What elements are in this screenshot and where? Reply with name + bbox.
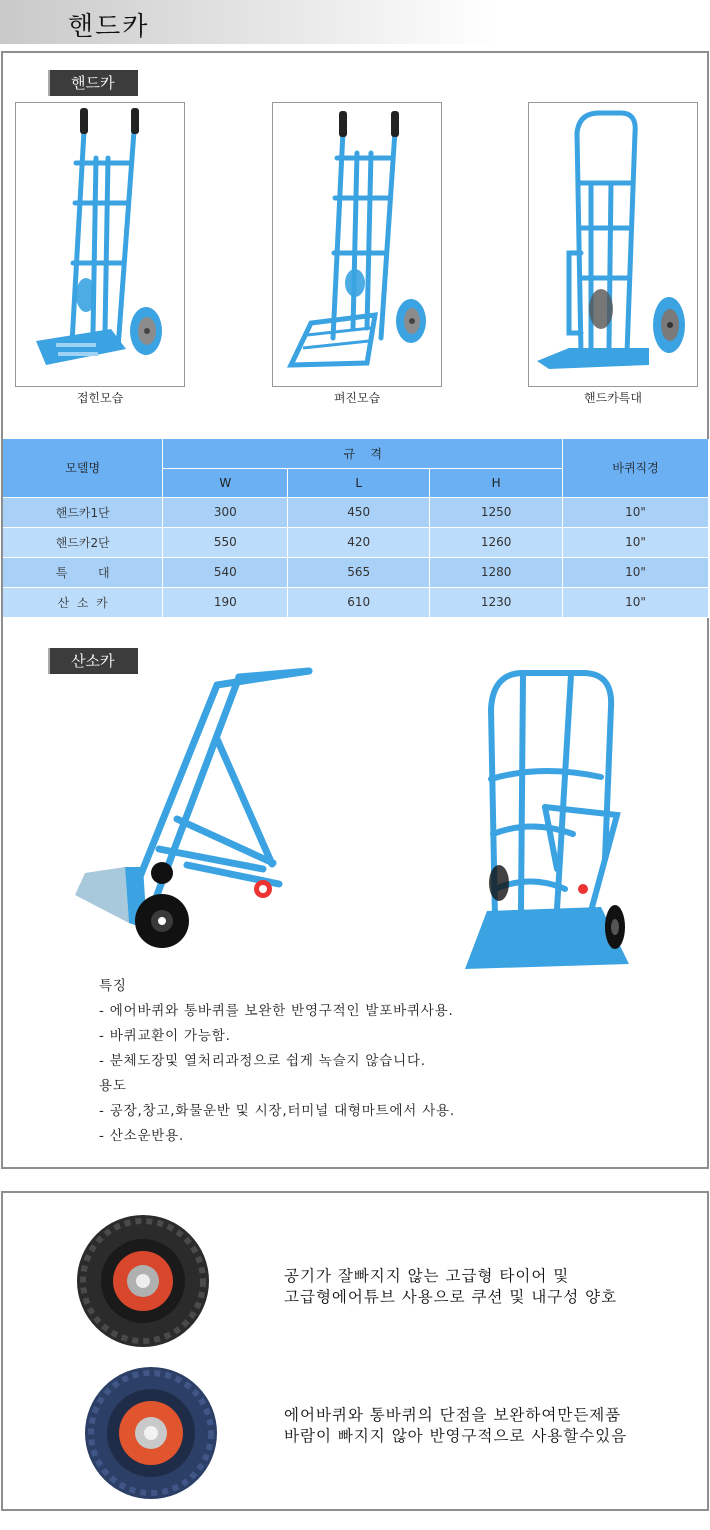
wheel-desc-line: 고급형에어튜브 사용으로 쿠션 및 내구성 양호 [284, 1288, 618, 1306]
feature-text-block [99, 974, 455, 1149]
model-cell: 핸드카1단 [3, 497, 163, 527]
unfolded-caption: 펴진모습 [333, 391, 381, 405]
table-row [3, 497, 709, 527]
model-cell: 특 대 [3, 557, 163, 587]
dim-w-header: W [163, 468, 288, 497]
w-cell: 300 [163, 497, 288, 527]
wheel-desc-line: 공기가 잘빠지지 않는 고급형 타이어 및 [284, 1267, 570, 1285]
model-cell: 핸드카2단 [3, 527, 163, 557]
wheel-desc-2 [284, 1405, 627, 1447]
folded-handcart-photo [15, 102, 185, 387]
table-row [3, 587, 709, 617]
h-cell: 1230 [430, 587, 563, 617]
wheel-desc-line: 에어바퀴와 통바퀴의 단점을 보완하여만든제품 [284, 1406, 622, 1424]
folded-caption: 접힌모습 [76, 391, 124, 405]
handcart-section-label: 핸드카 [48, 70, 138, 96]
w-cell: 190 [163, 587, 288, 617]
wheel-cell: 10" [563, 497, 709, 527]
w-cell: 540 [163, 557, 288, 587]
unfolded-handcart-photo [272, 102, 442, 387]
feature-line: - 분체도장및 열처리과정으로 쉽게 녹슬지 않습니다. [99, 1053, 426, 1069]
wheel-desc-line: 바람이 빠지지 않아 반영구적으로 사용할수있음 [284, 1427, 628, 1445]
h-cell: 1250 [430, 497, 563, 527]
table-row [3, 527, 709, 557]
feature-line: - 바퀴교환이 가능함. [99, 1028, 231, 1044]
model-cell: 산 소 카 [3, 587, 163, 617]
l-cell: 610 [288, 587, 430, 617]
model-header: 모델명 [3, 439, 163, 497]
wheel-desc-1 [284, 1266, 617, 1308]
l-cell: 565 [288, 557, 430, 587]
oxygen-section-label: 산소카 [48, 648, 138, 674]
spec-header: 규 격 [163, 439, 563, 468]
extra-large-handcart-photo [528, 102, 698, 387]
h-cell: 1280 [430, 557, 563, 587]
l-cell: 450 [288, 497, 430, 527]
foam-wheel-photo [81, 1363, 221, 1503]
wheel-panel [1, 1191, 709, 1511]
wheel-header: 바퀴직경 [563, 439, 709, 497]
wheel-cell: 10" [563, 527, 709, 557]
dim-h-header: H [430, 468, 563, 497]
page-title: 핸드카 [68, 12, 150, 42]
features-title: 특징 [99, 978, 127, 994]
table-row [3, 557, 709, 587]
w-cell: 550 [163, 527, 288, 557]
oxygen-cart-photo-angled [67, 659, 317, 969]
wheel-cell: 10" [563, 587, 709, 617]
feature-line: - 에어바퀴와 통바퀴를 보완한 반영구적인 발포바퀴사용. [99, 1003, 454, 1019]
spec-table [3, 439, 709, 618]
usage-line: - 공장,창고,화물운반 및 시장,터미널 대형마트에서 사용. [99, 1103, 455, 1119]
oxygen-cart-photo-front [461, 659, 641, 969]
extra-large-caption: 핸드카특대 [584, 391, 642, 405]
product-panel [1, 51, 709, 1169]
usage-title: 용도 [99, 1078, 127, 1094]
page-header [0, 0, 497, 44]
wheel-cell: 10" [563, 557, 709, 587]
usage-line: - 산소운반용. [99, 1128, 185, 1144]
dim-l-header: L [288, 468, 430, 497]
l-cell: 420 [288, 527, 430, 557]
pneumatic-wheel-photo [73, 1211, 213, 1351]
h-cell: 1260 [430, 527, 563, 557]
